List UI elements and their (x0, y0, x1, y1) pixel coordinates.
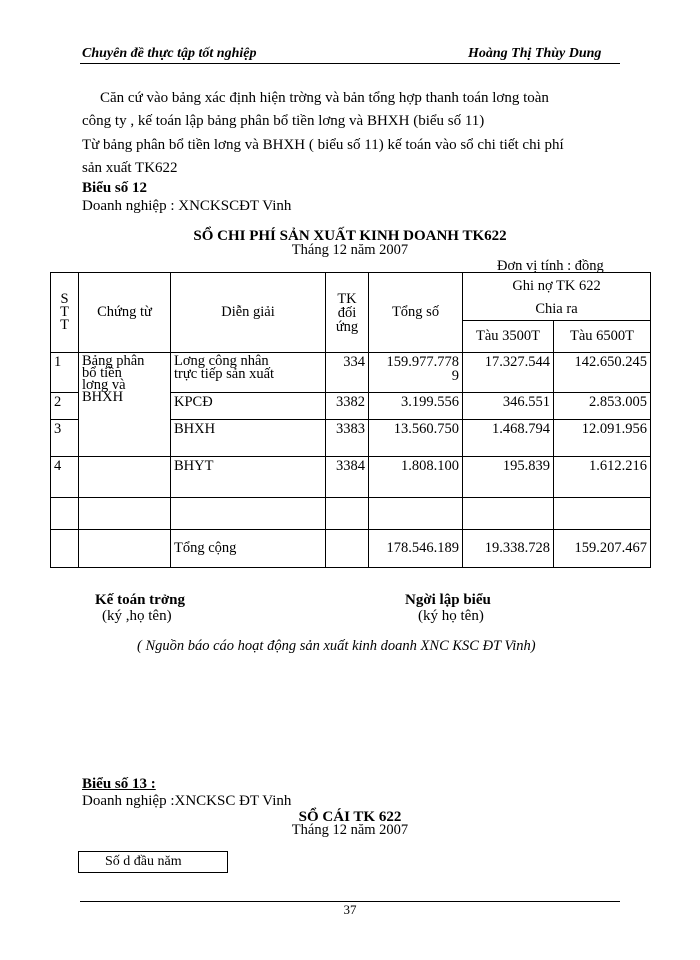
form12-label: Biểu số 12 (82, 180, 148, 196)
form13-period: Tháng 12 năm 2007 (291, 822, 409, 838)
source-note: ( Nguồn báo cáo hoạt động sản xuất kinh doanh XNC KSC ĐT Vinh) (137, 638, 536, 654)
opening-balance-box (78, 851, 228, 873)
row-tong: 3.199.556 (369, 393, 463, 420)
form12-title: SỔ CHI PHÍ SẢN XUẤT KINH DOANH TK622 (193, 228, 507, 244)
form12-company: Doanh nghiệp : XNCKSCĐT Vinh (82, 198, 292, 214)
table-row (51, 457, 651, 498)
row-stt: 4 (51, 457, 79, 498)
row-dien-giai: KPCĐ (171, 393, 326, 420)
row-tong: 13.560.750 (369, 420, 463, 457)
row-tau-3500: 1.468.794 (463, 420, 554, 457)
total-label: Tổng cộng (171, 530, 326, 568)
stt-header: S T T (51, 273, 79, 353)
total-tau-6500: 159.207.467 (554, 530, 651, 568)
signature-right-sub: (ký họ tên) (418, 608, 484, 624)
row-tong: 159.977.778 9 (369, 353, 463, 393)
form13-label: Biểu số 13 : (82, 776, 156, 792)
row-tau-6500: 2.853.005 (554, 393, 651, 420)
header-left: Chuyên đề thực tập tốt nghiệp (82, 46, 257, 61)
form12-period: Tháng 12 năm 2007 (291, 242, 409, 258)
row-tk: 334 (326, 353, 369, 393)
header-right: Hoàng Thị Thùy Dung (468, 46, 602, 61)
form12-unit: Đơn vị tính : đồng (497, 258, 604, 274)
total-tau-3500: 19.338.728 (463, 530, 554, 568)
table-row-total (51, 530, 651, 568)
tau-6500-header: Tàu 6500T (554, 321, 651, 353)
chung-tu-header: Chứng từ (79, 273, 171, 353)
row-tau-6500: 1.612.216 (554, 457, 651, 498)
tk-doi-ung-header: TK đối ứng (326, 273, 369, 353)
opening-balance-label: Số d đầu năm (105, 854, 182, 869)
form13-company: Doanh nghiệp :XNCKSC ĐT Vinh (82, 793, 292, 809)
chung-tu-cell: Bảng phân bổ tiền lơng và BHXH (79, 353, 171, 457)
row-tau-3500: 17.327.544 (463, 353, 554, 393)
page-number: 37 (343, 902, 357, 917)
intro-line-4: sản xuất TK622 (82, 160, 178, 176)
row-tk: 3384 (326, 457, 369, 498)
ghi-no-header: Ghi nợ TK 622 (463, 273, 651, 301)
signature-left-title: Kế toán trởng (95, 592, 185, 608)
row-tau-6500: 142.650.245 (554, 353, 651, 393)
row-tk: 3382 (326, 393, 369, 420)
intro-line-3: Từ bảng phân bổ tiền lơng và BHXH ( biểu số 11) kế toán vào sổ chi tiết chi phí (82, 137, 564, 153)
row-stt: 1 (51, 353, 79, 393)
table-row-empty (51, 498, 651, 530)
row-tau-6500: 12.091.956 (554, 420, 651, 457)
row-stt: 3 (51, 420, 79, 457)
header-rule (80, 63, 620, 64)
chia-ra-header: Chia ra (463, 301, 651, 321)
tong-so-header: Tổng số (369, 273, 463, 353)
cost-table (50, 272, 651, 568)
row-dien-giai: Lơng công nhân trực tiếp sản xuất (171, 353, 326, 393)
intro-line-2: công ty , kế toán lập bảng phân bổ tiền lơng và BHXH (biểu số 11) (82, 113, 485, 129)
row-dien-giai: BHXH (171, 420, 326, 457)
signature-right-title: Ngời lập biểu (405, 592, 491, 608)
dien-giai-header: Diễn giải (171, 273, 326, 353)
total-tong: 178.546.189 (369, 530, 463, 568)
table-row (51, 353, 651, 393)
row-tau-3500: 195.839 (463, 457, 554, 498)
row-stt: 2 (51, 393, 79, 420)
row-dien-giai: BHYT (171, 457, 326, 498)
intro-line-1: Căn cứ vào bảng xác định hiện trờng và bản tổng hợp thanh toán lơng toàn (100, 90, 549, 106)
row-tk: 3383 (326, 420, 369, 457)
form13-title: SỔ CÁI TK 622 (298, 809, 402, 825)
row-tau-3500: 346.551 (463, 393, 554, 420)
row-tong: 1.808.100 (369, 457, 463, 498)
tau-3500-header: Tàu 3500T (463, 321, 554, 353)
signature-left-sub: (ký ,họ tên) (102, 608, 172, 624)
